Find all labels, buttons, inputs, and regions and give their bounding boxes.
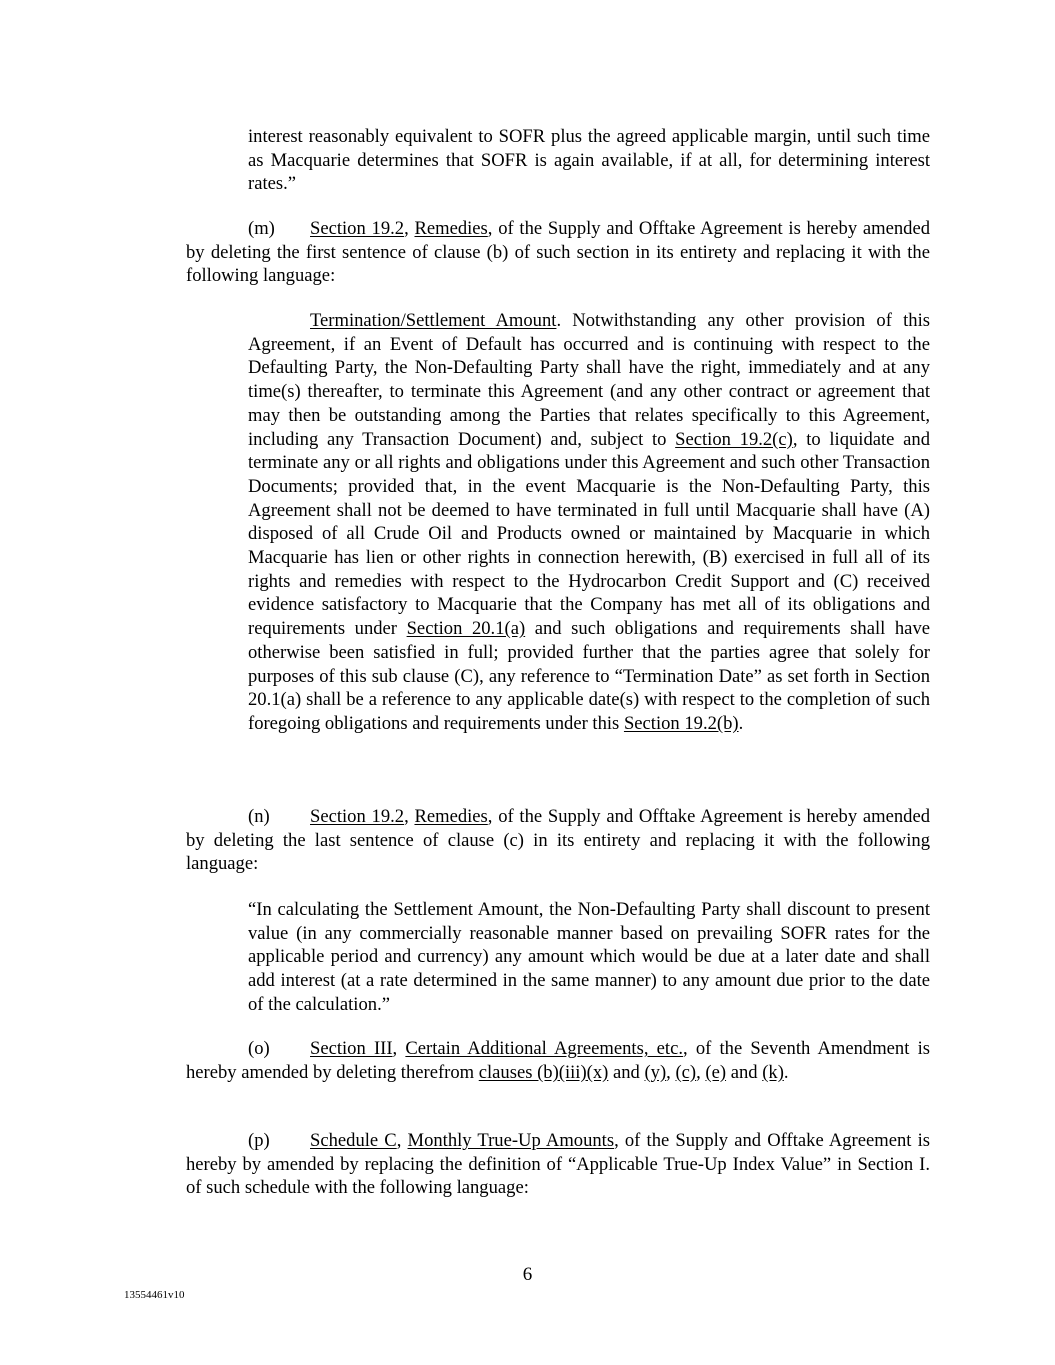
document-id: 13554461v10 bbox=[124, 1289, 185, 1301]
quoted-text: “In calculating the Settlement Amount, the Non-Defaulting Party shall discount to present value (in any commercially reasonable manner based on prevailing SOFR rates for the applicable period and currency) any amount which would be due at a later date and shall add interest (at a rate determined in the same manner) to any amount due prior to the date of the calculation.” bbox=[248, 899, 930, 1015]
page-number: 6 bbox=[522, 1264, 533, 1285]
paragraph-p: (p) Schedule C, Monthly True-Up Amounts, of the Supply and Offtake Agreement is hereby by amended by replacing the definition of “Applicable True-Up Index Value” in Section I. of such schedule with the following language: bbox=[186, 1130, 930, 1199]
paragraph-n: (n) Section 19.2, Remedies, of the Supply and Offtake Agreement is hereby amended by deleting the last sentence of clause (c) in its entirety and replacing it with the following language: bbox=[186, 806, 931, 875]
clause-reference: clauses (b)(iii)(x) bbox=[478, 1061, 609, 1083]
paragraph-label: (m) bbox=[248, 218, 275, 239]
paragraph-label: (p) bbox=[248, 1130, 270, 1151]
continued-paragraph bbox=[248, 125, 930, 196]
section-title: Certain Additional Agreements, etc. bbox=[405, 1038, 683, 1059]
section-reference: Section 19.2(b) bbox=[623, 712, 739, 734]
section-reference: Section III bbox=[310, 1038, 393, 1059]
section-reference: Section 19.2(c) bbox=[675, 428, 793, 450]
clause-reference: (c) bbox=[675, 1061, 697, 1083]
section-title: Remedies bbox=[414, 806, 488, 827]
section-reference: Section 20.1(a) bbox=[406, 618, 526, 640]
clause-reference: (e) bbox=[705, 1061, 727, 1083]
clause-reference: (y) bbox=[644, 1061, 667, 1083]
clause-reference: (k) bbox=[762, 1061, 784, 1083]
continued-text: interest reasonably equivalent to SOFR plus the agreed applicable margin, until such time as Macquarie determines that SOFR is again available, if at all, for determining interest rates.” bbox=[248, 126, 930, 195]
paragraph-m: (m) Section 19.2, Remedies, of the Supply and Offtake Agreement is hereby amended by deleting the first sentence of clause (b) of such section in its entirety and replacing it with the following language: bbox=[186, 218, 931, 287]
schedule-reference: Schedule C bbox=[310, 1130, 397, 1151]
paragraph-label: (n) bbox=[248, 806, 270, 827]
quoted-block-n bbox=[248, 898, 930, 1017]
quoted-block-m: Termination/Settlement Amount. Notwithstanding any other provision of this Agreement, if an Event of Default has occurred and is continuing with respect to the Defaulting Party, the Non-Defaulting Party shall have the right, immediately and at any time(s) thereafter, to terminate this Agreement (and any other contract or agreement that may then be outstanding among the Parties that relates specifically to this Agreement, including any Transaction Document) and, subject to Section 19.2(c), to liquidate and terminate any or all rights and obligations under this Agreement and such other Transaction Documents; provided that, in the event Macquarie is the Non-Defaulting Party, this Agreement shall not be deemed to have terminated in full until Macquarie shall have (A) disposed of all Crude Oil and Products owned or maintained by Macquarie in which Macquarie has lien or other rights in connection herewith, (B) exercised in full all of its rights and remedies with respect to the Hydrocarbon Credit Support and (C) received evidence satisfactory to Macquarie that the Company has met all of its obligations and requirements under Section 20.1(a) and such obligations and requirements shall have otherwise been satisfied in full; provided further that the parties agree that solely for purposes of this sub clause (C), any reference to “Termination Date” as set forth in Section 20.1(a) shall be a reference to any applicable date(s) with respect to the completion of such foregoing obligations and requirements under this Section 19.2(b). bbox=[248, 310, 930, 734]
defined-heading: Termination/Settlement Amount bbox=[310, 310, 557, 331]
section-reference: Section 19.2 bbox=[310, 218, 405, 239]
paragraph-label: (o) bbox=[248, 1038, 270, 1059]
section-reference: Section 19.2 bbox=[310, 806, 405, 827]
schedule-title: Monthly True-Up Amounts bbox=[407, 1130, 615, 1151]
section-title: Remedies bbox=[414, 218, 488, 239]
paragraph-o: (o) Section III, Certain Additional Agreements, etc., of the Seventh Amendment is hereby amended by deleting therefrom clauses (b)(iii)(x) and (y), (c), (e) and (k). bbox=[186, 1038, 930, 1083]
